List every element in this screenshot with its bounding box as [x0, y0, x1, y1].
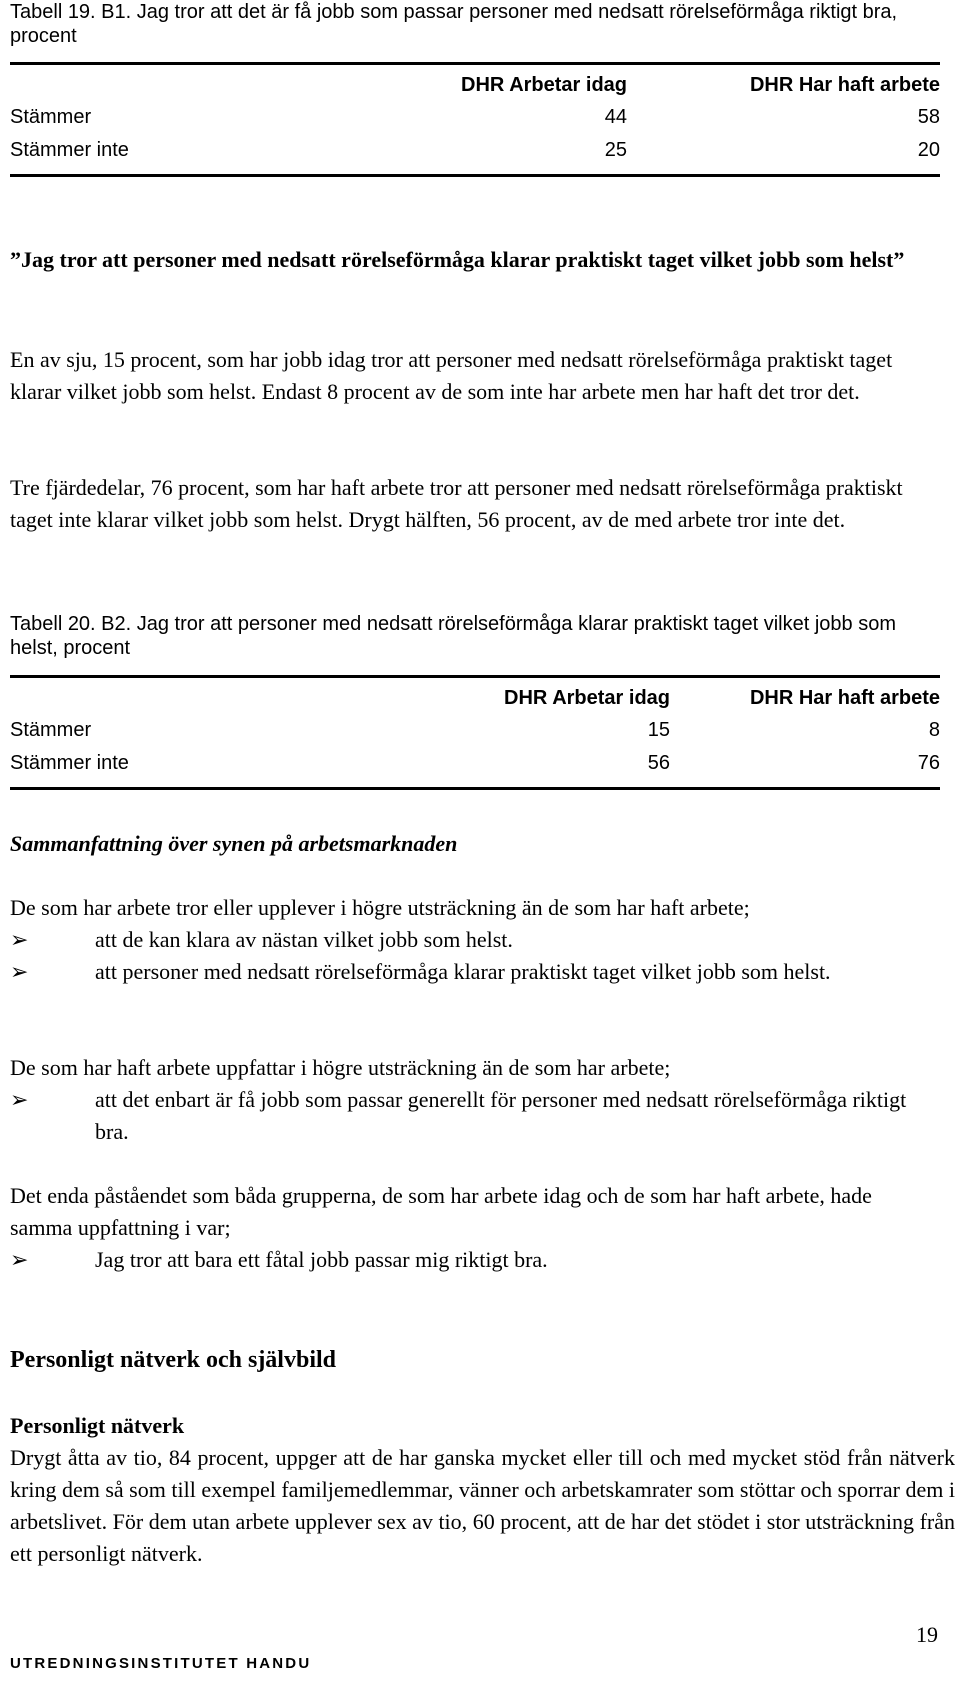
summary-intro2: De som har haft arbete uppfattar i högre utsträckning än de som har arbete;	[10, 1055, 671, 1080]
table20-caption: Tabell 20. B2. Jag tror att personer med nedsatt rörelseförmåga klarar praktiskt taget vilket jobb som helst, procent	[10, 613, 896, 659]
table20-top-rule	[10, 675, 940, 678]
table19-row2-label: Stämmer inte	[10, 139, 129, 161]
table19-row1-val1: 44	[604, 106, 627, 128]
list-item	[10, 1244, 940, 1276]
network-paragraph: Drygt åtta av tio, 84 procent, uppger att de har ganska mycket eller till och med mycket stöd från nätverk kring dem så som till exempel familjemedlemmar, vänner och arbetskamrater som stöttar och sporrar dem i arbetslivet. För dem utan arbete upplever sex av tio, 60 procent, att de har det stödet i stor utsträckning från ett personligt nätverk.	[10, 1445, 955, 1566]
table20-row1-val1: 15	[647, 719, 670, 741]
section1-paragraph2: Tre fjärdedelar, 76 procent, som har haft arbete tror att personer med nedsatt rörelseförmåga praktiskt taget inte klarar vilket jobb som helst. Drygt hälften, 56 procent, av de med arbete tror inte det.	[10, 475, 903, 532]
table20-row2-label: Stämmer inte	[10, 752, 129, 774]
arrow-bullet-icon: ➢	[10, 959, 29, 984]
table19-row1-val2: 58	[917, 106, 940, 128]
footer-organization: UTREDNINGSINSTITUTET HANDU	[10, 1655, 312, 1672]
table20-row1-label: Stämmer	[10, 719, 92, 741]
summary-intro3: Det enda påståendet som båda grupperna, de som har arbete idag och de som har haft arbete, hade samma uppfattning i var;	[10, 1183, 872, 1240]
table20-header-row	[10, 687, 940, 720]
table19	[10, 62, 940, 169]
list-item	[10, 1084, 945, 1148]
table20-row2-val2: 76	[917, 752, 940, 774]
table19-header-col1: DHR Arbetar idag	[461, 74, 627, 96]
table-row	[10, 752, 940, 790]
table-row	[10, 139, 940, 177]
network-subheading: Personligt nätverk	[10, 1413, 185, 1438]
table20-row1-val2: 8	[928, 719, 940, 741]
list-item	[10, 956, 940, 988]
table19-row2-val1: 25	[604, 139, 627, 161]
arrow-bullet-icon: ➢	[10, 1087, 29, 1112]
page-number: 19	[916, 1622, 938, 1647]
arrow-bullet-icon: ➢	[10, 927, 29, 952]
table19-header-col2: DHR Har haft arbete	[749, 74, 940, 96]
summary-heading: Sammanfattning över synen på arbetsmarknaden	[10, 831, 458, 856]
table20-header-col2: DHR Har haft arbete	[749, 687, 940, 709]
summary-bullet1-text: att de kan klara av nästan vilket jobb som helst.	[95, 927, 513, 952]
arrow-bullet-icon: ➢	[10, 1247, 29, 1272]
summary-bullet4-text: Jag tror att bara ett fåtal jobb passar mig riktigt bra.	[95, 1247, 548, 1272]
table-row	[10, 719, 940, 752]
table19-header-row	[10, 74, 940, 107]
table20-header-col1: DHR Arbetar idag	[504, 687, 670, 709]
table19-caption: Tabell 19. B1. Jag tror att det är få jobb som passar personer med nedsatt rörelseförmåga riktigt bra, procent	[10, 1, 898, 47]
section-heading: ”Jag tror att personer med nedsatt rörelseförmåga klarar praktiskt taget vilket jobb som helst”	[10, 247, 905, 272]
list-item	[10, 924, 940, 956]
summary-intro1: De som har arbete tror eller upplever i högre utsträckning än de som har haft arbete;	[10, 895, 750, 920]
table19-row2-val2: 20	[917, 139, 940, 161]
network-heading: Personligt nätverk och självbild	[10, 1347, 337, 1373]
summary-bullet2-text: att personer med nedsatt rörelseförmåga klarar praktiskt taget vilket jobb som helst.	[95, 959, 831, 984]
summary-bullet3-text: att det enbart är få jobb som passar generellt för personer med nedsatt rörelseförmåga riktigt bra.	[95, 1087, 907, 1144]
table19-row1-label: Stämmer	[10, 106, 92, 128]
section1-paragraph1: En av sju, 15 procent, som har jobb idag tror att personer med nedsatt rörelseförmåga praktiskt taget klarar vilket jobb som helst. Endast 8 procent av de som inte har arbete men har haft det tror det.	[10, 347, 893, 404]
table19-top-rule	[10, 62, 940, 65]
table20-row2-val1: 56	[647, 752, 670, 774]
table20	[10, 675, 940, 782]
table-row	[10, 106, 940, 139]
